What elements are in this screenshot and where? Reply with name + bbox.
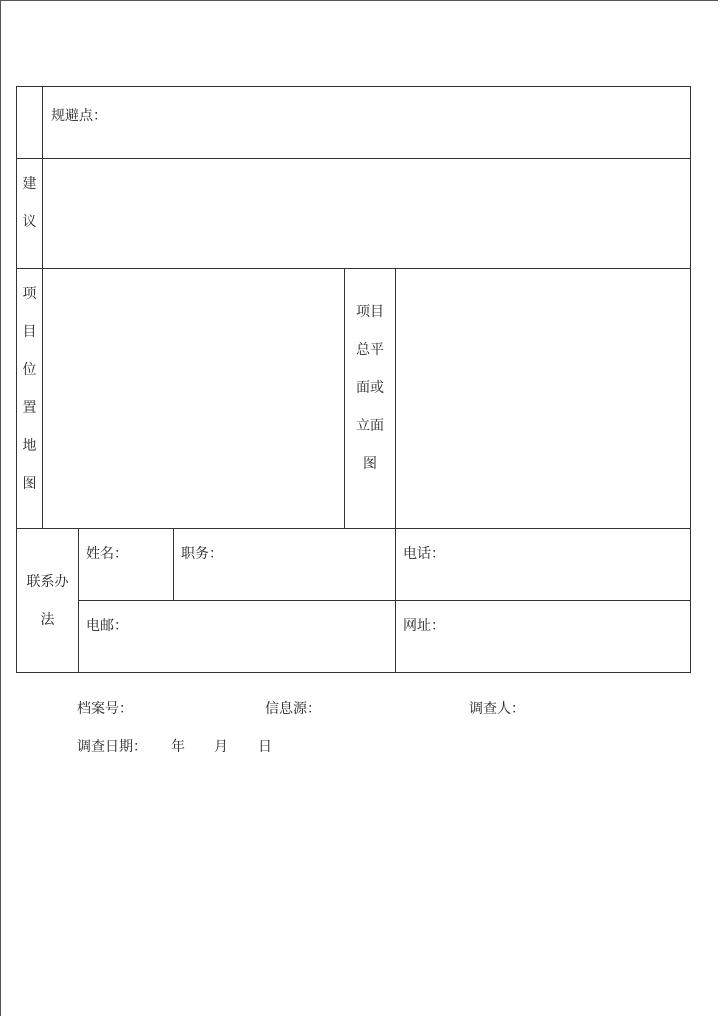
location-map-label-char: 项 [22, 286, 37, 302]
phone-label: 电话： [403, 546, 445, 562]
plan-label-line: 图 [363, 456, 377, 472]
avoid-label-cell [17, 87, 43, 159]
survey-form-table [16, 86, 691, 673]
footer-line-1 [0, 698, 720, 718]
location-map-label-cell [17, 269, 43, 529]
position-cell[interactable] [174, 529, 396, 601]
contact-label-line: 法 [40, 611, 55, 628]
location-map-label-char: 位 [22, 362, 37, 378]
map-row [17, 269, 691, 529]
suggestion-row [17, 159, 691, 269]
email-cell[interactable] [79, 601, 396, 673]
footer-line-2 [0, 736, 720, 756]
contact-row-2 [17, 601, 691, 673]
plan-label-line: 项目 [356, 304, 384, 320]
plan-label-line: 总平 [356, 342, 384, 358]
suggestion-label-char: 议 [22, 214, 37, 230]
plan-drawing-area[interactable] [396, 269, 691, 529]
contact-row-1 [17, 529, 691, 601]
email-label: 电邮： [86, 618, 128, 634]
position-label: 职务： [181, 546, 223, 562]
contact-label-cell [17, 529, 79, 673]
phone-cell[interactable] [396, 529, 691, 601]
suggestion-input-cell[interactable] [43, 159, 691, 269]
avoid-cell[interactable] [43, 87, 691, 159]
plan-label-line: 立面 [356, 418, 384, 434]
location-map-label-char: 图 [22, 476, 37, 492]
investigator-label: 调查人： [469, 701, 525, 717]
suggestion-label-char: 建 [22, 176, 37, 192]
survey-date-label: 调查日期： [77, 739, 147, 755]
location-map-area[interactable] [43, 269, 345, 529]
plan-label-line: 面或 [356, 380, 384, 396]
location-map-label-char: 置 [22, 400, 37, 416]
file-number-label: 档案号： [77, 701, 133, 717]
location-map-label-char: 地 [22, 438, 37, 454]
suggestion-label-cell [17, 159, 43, 269]
year-label: 年 [171, 739, 185, 755]
info-source-label: 信息源： [265, 701, 321, 717]
month-label: 月 [214, 739, 228, 755]
name-cell[interactable] [79, 529, 174, 601]
avoid-row [17, 87, 691, 159]
plan-label-cell [345, 269, 396, 529]
location-map-label-char: 目 [22, 324, 37, 340]
day-label: 日 [258, 739, 272, 755]
avoid-label: 规避点： [51, 108, 107, 124]
website-label: 网址： [403, 618, 445, 634]
name-label: 姓名： [86, 546, 128, 562]
contact-label-line: 联系办 [26, 573, 69, 590]
website-cell[interactable] [396, 601, 691, 673]
